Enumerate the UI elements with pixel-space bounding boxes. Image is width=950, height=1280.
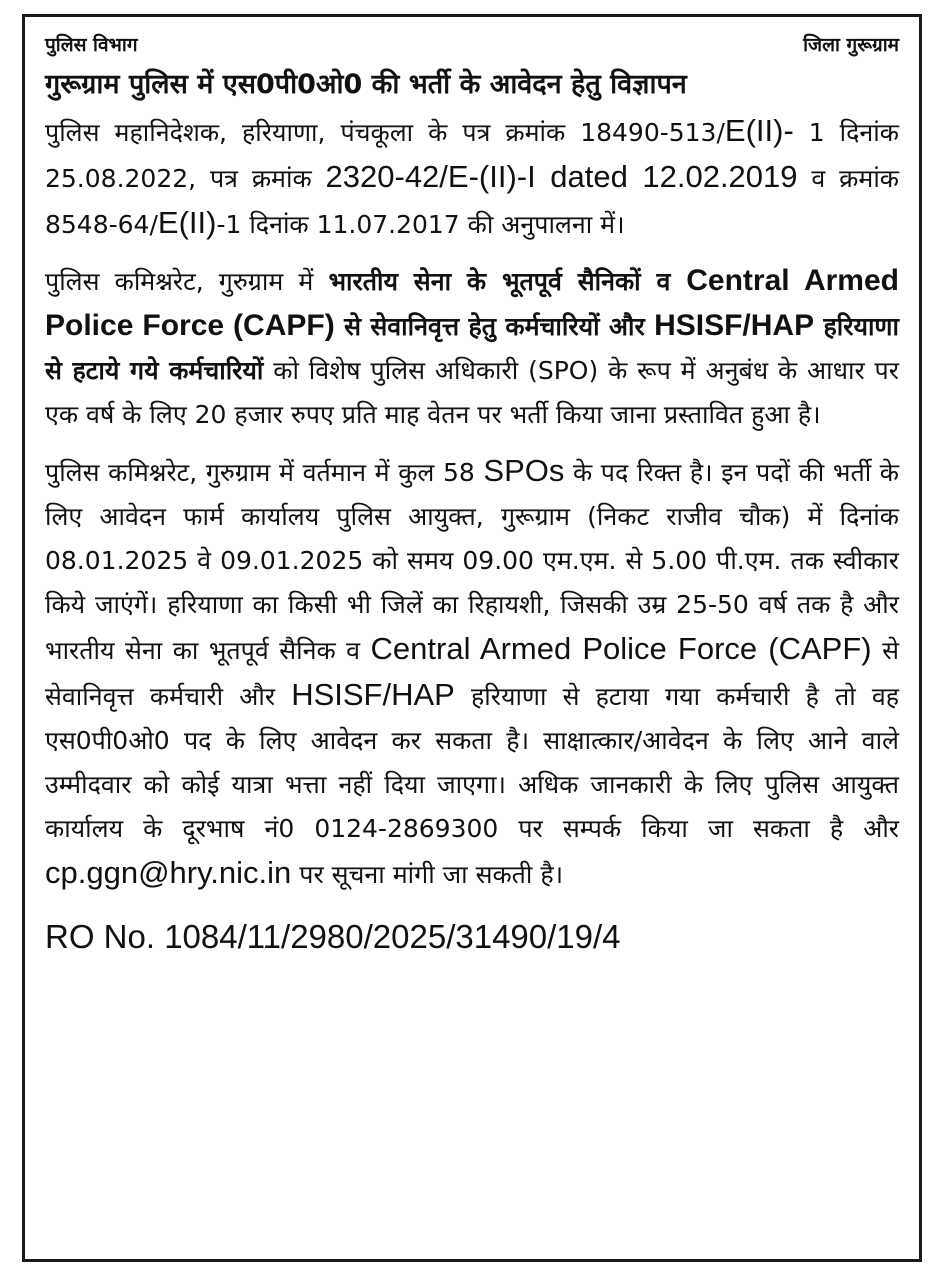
- district-label: जिला गुरूग्राम: [803, 34, 899, 56]
- details-text-4: हरियाणा से हटाया गया कर्मचारी है तो वह एस0पी0ओ0 पद के लिए आवेदन कर सकता है। साक्षात्कार/आवेदन के लिए आने वाले उम्मीदवार को कोई यात्रा भत्ता नहीं दिया जाएगा। अधिक जानकारी के लिए पुलिस आयुक्त कार्यालय के दूरभाष नं0 0124-2869300 पर सम्पर्क किया जा सकता है और: [45, 682, 899, 843]
- notice-header-row: [45, 31, 899, 59]
- eligibility-paragraph: [45, 259, 899, 437]
- details-text-5: पर सूचना मांगी जा सकती है।: [291, 860, 564, 889]
- reference-code-3: E(II): [157, 205, 217, 240]
- reference-paragraph: [45, 109, 899, 247]
- department-label: पुलिस विभाग: [45, 34, 138, 56]
- capf-text: Central Armed Police Force (CAPF): [370, 631, 872, 666]
- recruitment-notice: [22, 14, 922, 1262]
- reference-text-3: व क्रमांक 8548-64/: [45, 164, 899, 239]
- reference-text-2: 1 दिनांक 25.08.2022, पत्र क्रमांक: [45, 118, 899, 193]
- details-text-1: पुलिस कमिश्नरेट, गुरुग्राम में वर्तमान में कुल 58: [45, 458, 484, 487]
- reference-code-2: 2320-42/E-(II)-I dated 12.02.2019: [325, 159, 798, 194]
- capf-bold: Central Armed Police Force (CAPF): [45, 264, 899, 342]
- spos-label: SPOs: [483, 453, 565, 488]
- eligibility-bold-2: से सेवानिवृत्त हेतु कर्मचारियों और: [334, 312, 655, 341]
- reference-text-4: -1 दिनांक 11.07.2017 की अनुपालना में।: [216, 210, 625, 239]
- reference-text-1: पुलिस महानिदेशक, हरियाणा, पंचकूला के पत्र क्रमांक 18490-513/: [45, 118, 725, 147]
- details-text-2: के पद रिक्त है। इन पदों की भर्ती के लिए आवेदन फार्म कार्यालय पुलिस आयुक्त, गुरूग्राम (निकट राजीव चौक) में दिनांक 08.01.2025 वे 09.01.2025 को समय 09.00 एम.एम. से 5.00 पी.एम. तक स्वीकार किये जाएंगें। हरियाणा का किसी भी जिलें का रिहायशी, जिसकी उम्र 25-50 वर्ष तक है और भारतीय सेना का भूतपूर्व सैनिक व: [45, 458, 899, 665]
- reference-code-1: E(II)-: [724, 113, 794, 148]
- notice-title: गुरूग्राम पुलिस में एस0पी0ओ0 की भर्ती के आवेदन हेतु विज्ञापन: [45, 69, 687, 100]
- eligibility-text-1: पुलिस कमिश्नरेट, गुरुग्राम में: [45, 267, 329, 296]
- hsisf-text: HSISF/HAP: [291, 677, 455, 712]
- hsisf-bold: HSISF/HAP: [654, 309, 815, 342]
- details-text-3: से सेवानिवृत्त कर्मचारी और: [45, 636, 899, 711]
- contact-email: cp.ggn@hry.nic.in: [45, 855, 292, 890]
- eligibility-bold-3: हरियाणा से हटाये गये कर्मचारियों: [45, 312, 899, 385]
- eligibility-text-2: को विशेष पुलिस अधिकारी (SPO) के रूप में अनुबंध के आधार पर एक वर्ष के लिए 20 हजार रुपए प्रति माह वेतन पर भर्ती किया जाना प्रस्तावित हुआ है।: [45, 356, 899, 429]
- eligibility-bold-1: भारतीय सेना के भूतपूर्व सैनिकों व: [328, 267, 687, 296]
- details-paragraph: [45, 449, 899, 897]
- ro-number: RO No. 1084/11/2980/2025/31490/19/4: [45, 918, 621, 955]
